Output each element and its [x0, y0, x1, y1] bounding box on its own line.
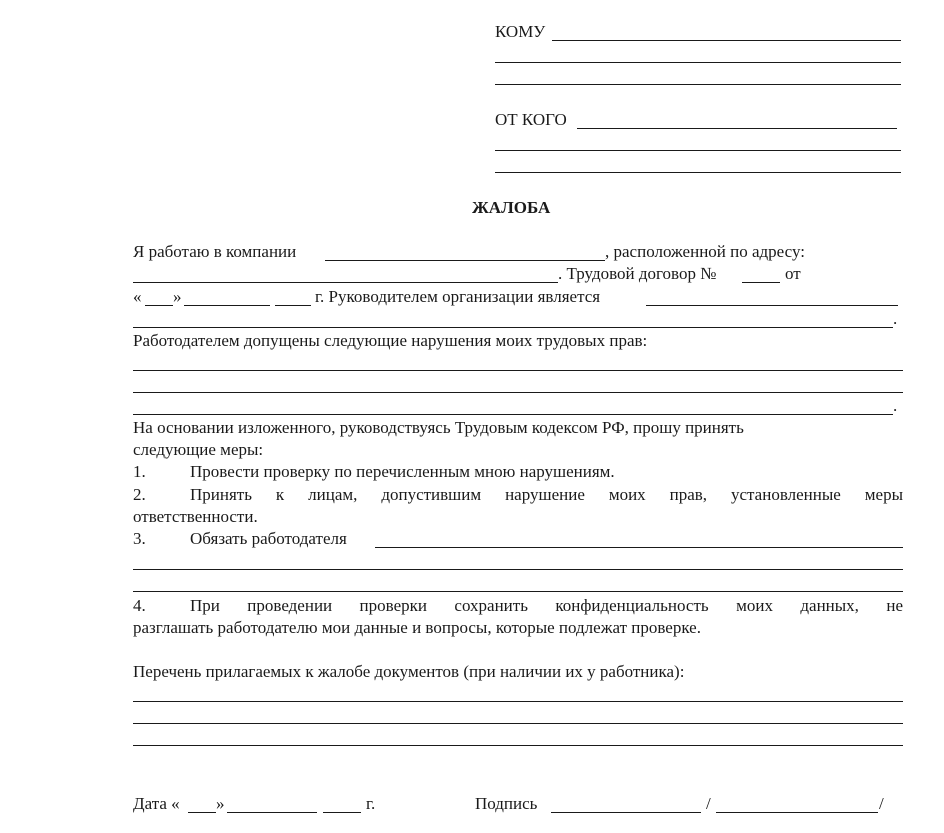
contract-day-field[interactable] — [145, 305, 173, 306]
from-label: ОТ КОГО — [495, 110, 567, 129]
item-1-text: Провести проверку по перечисленным мною нарушениям. — [190, 462, 615, 481]
attachments-line-1[interactable] — [133, 701, 903, 702]
violations-period: . — [893, 396, 898, 415]
contract-number-label: . Трудовой договор № — [558, 264, 717, 283]
item-3-field-3[interactable] — [133, 591, 903, 592]
item-3-number: 3. — [133, 529, 146, 548]
from-line-2[interactable] — [495, 150, 901, 151]
attachments-heading: Перечень прилагаемых к жалобе документов (при наличии их у работника): — [133, 662, 685, 681]
to-line-3[interactable] — [495, 84, 901, 85]
signature-slash-2: / — [879, 794, 884, 813]
footer-day-field[interactable] — [188, 812, 216, 813]
signature-slash-1: / — [706, 794, 711, 813]
contract-number-field[interactable] — [742, 282, 780, 283]
director-field-2[interactable] — [133, 327, 893, 328]
intro-address-label: , расположенной по адресу: — [605, 242, 805, 261]
to-line-2[interactable] — [495, 62, 901, 63]
signature-field[interactable] — [551, 812, 701, 813]
attachments-line-2[interactable] — [133, 723, 903, 724]
violations-line-1[interactable] — [133, 370, 903, 371]
footer-date-label: Дата « — [133, 794, 180, 813]
request-line-2: следующие меры: — [133, 440, 264, 459]
violations-heading: Работодателем допущены следующие нарушения моих трудовых прав: — [133, 331, 648, 350]
signature-name-field[interactable] — [716, 812, 878, 813]
footer-year-suffix: г. — [366, 794, 376, 813]
item-4-text: При проведении проверки сохранить конфиденциальность моих данных, не — [190, 596, 903, 615]
signature-label: Подпись — [475, 794, 538, 813]
item-2-text: Принять к лицам, допустившим нарушение моих прав, установленные меры — [190, 485, 903, 504]
from-line-3[interactable] — [495, 172, 901, 173]
company-name-field[interactable] — [325, 260, 605, 261]
contract-year-field[interactable] — [275, 305, 311, 306]
item-2-continuation: ответственности. — [133, 507, 258, 526]
document-title: ЖАЛОБА — [472, 198, 551, 217]
item-4-continuation: разглашать работодателю мои данные и вопросы, которые подлежат проверке. — [133, 618, 701, 637]
item-1-number: 1. — [133, 462, 146, 481]
to-label: КОМУ — [495, 22, 546, 41]
date-close-quote: » — [173, 287, 182, 306]
footer-month-field[interactable] — [227, 812, 317, 813]
footer-date-close: » — [216, 794, 225, 813]
director-label: г. Руководителем организации является — [315, 287, 601, 306]
item-3-text: Обязать работодателя — [190, 529, 347, 548]
director-field-1[interactable] — [646, 305, 898, 306]
intro-company-label: Я работаю в компании — [133, 242, 297, 261]
date-open-quote: « — [133, 287, 142, 306]
to-line-1[interactable] — [552, 40, 901, 41]
request-line-1: На основании изложенного, руководствуясь Трудовым кодексом РФ, прошу принять — [133, 418, 744, 437]
item-2-number: 2. — [133, 485, 146, 504]
address-field[interactable] — [133, 282, 558, 283]
contract-from-label: от — [785, 264, 801, 283]
footer-year-field[interactable] — [323, 812, 361, 813]
from-line-1[interactable] — [577, 128, 897, 129]
violations-line-3[interactable] — [133, 414, 893, 415]
attachments-line-3[interactable] — [133, 745, 903, 746]
item-3-field-1[interactable] — [375, 547, 903, 548]
item-4-number: 4. — [133, 596, 146, 615]
violations-line-2[interactable] — [133, 392, 903, 393]
director-period: . — [893, 309, 898, 328]
contract-month-field[interactable] — [184, 305, 270, 306]
item-3-field-2[interactable] — [133, 569, 903, 570]
